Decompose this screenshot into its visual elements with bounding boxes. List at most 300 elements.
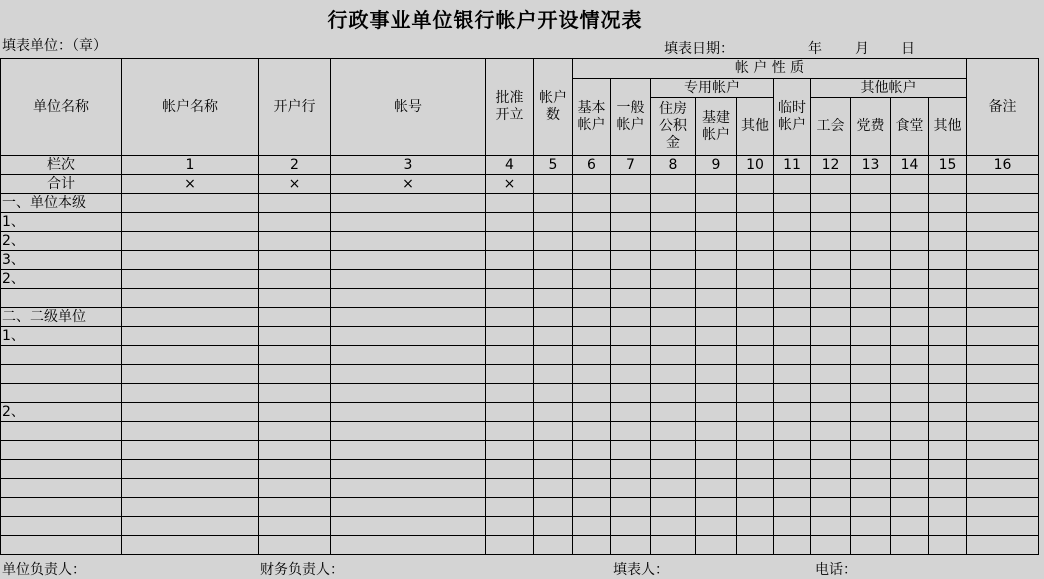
data-cell[interactable] xyxy=(611,384,651,403)
data-cell[interactable] xyxy=(331,403,486,422)
data-cell[interactable] xyxy=(774,403,811,422)
data-cell[interactable] xyxy=(811,232,851,251)
data-cell[interactable] xyxy=(534,536,573,555)
data-cell[interactable] xyxy=(851,327,891,346)
data-cell[interactable] xyxy=(573,422,611,441)
data-cell[interactable] xyxy=(811,346,851,365)
data-cell[interactable] xyxy=(534,422,573,441)
data-cell[interactable] xyxy=(573,213,611,232)
data-cell[interactable] xyxy=(774,536,811,555)
data-cell[interactable] xyxy=(611,498,651,517)
data-cell[interactable] xyxy=(651,194,696,213)
data-cell[interactable] xyxy=(122,441,259,460)
data-cell[interactable] xyxy=(259,327,331,346)
data-cell[interactable] xyxy=(534,232,573,251)
data-cell[interactable] xyxy=(651,403,696,422)
data-cell[interactable] xyxy=(851,422,891,441)
data-cell[interactable] xyxy=(534,479,573,498)
data-cell[interactable] xyxy=(611,365,651,384)
data-cell[interactable] xyxy=(696,441,737,460)
data-cell[interactable] xyxy=(774,479,811,498)
data-cell[interactable] xyxy=(696,308,737,327)
data-cell[interactable] xyxy=(929,232,967,251)
data-cell[interactable] xyxy=(929,270,967,289)
data-cell[interactable] xyxy=(737,270,774,289)
data-cell[interactable] xyxy=(651,422,696,441)
data-cell[interactable] xyxy=(696,327,737,346)
data-cell[interactable] xyxy=(534,403,573,422)
data-cell[interactable] xyxy=(696,289,737,308)
data-cell[interactable] xyxy=(967,289,1039,308)
data-cell[interactable] xyxy=(534,213,573,232)
data-cell[interactable] xyxy=(851,308,891,327)
data-cell[interactable] xyxy=(122,194,259,213)
data-cell[interactable] xyxy=(122,346,259,365)
row-label-cell[interactable] xyxy=(1,346,122,365)
data-cell[interactable] xyxy=(486,327,534,346)
data-cell[interactable] xyxy=(737,384,774,403)
data-cell[interactable] xyxy=(811,384,851,403)
data-cell[interactable] xyxy=(891,327,929,346)
data-cell[interactable] xyxy=(122,289,259,308)
data-cell[interactable] xyxy=(811,517,851,536)
data-cell[interactable] xyxy=(737,194,774,213)
data-cell[interactable] xyxy=(611,536,651,555)
data-cell[interactable] xyxy=(611,194,651,213)
data-cell[interactable] xyxy=(651,213,696,232)
data-cell[interactable] xyxy=(696,460,737,479)
data-cell[interactable] xyxy=(737,498,774,517)
data-cell[interactable] xyxy=(331,346,486,365)
data-cell[interactable] xyxy=(611,422,651,441)
row-label-cell[interactable] xyxy=(1,536,122,555)
data-cell[interactable] xyxy=(891,289,929,308)
data-cell[interactable] xyxy=(259,403,331,422)
data-cell[interactable] xyxy=(259,517,331,536)
data-cell[interactable] xyxy=(651,536,696,555)
row-label-cell[interactable]: 1、 xyxy=(1,213,122,232)
data-cell[interactable] xyxy=(696,232,737,251)
data-cell[interactable] xyxy=(122,384,259,403)
data-cell[interactable] xyxy=(811,251,851,270)
data-cell[interactable] xyxy=(774,270,811,289)
data-cell[interactable] xyxy=(891,251,929,270)
data-cell[interactable] xyxy=(891,384,929,403)
data-cell[interactable] xyxy=(573,384,611,403)
data-cell[interactable] xyxy=(737,441,774,460)
data-cell[interactable] xyxy=(331,289,486,308)
data-cell[interactable] xyxy=(851,460,891,479)
data-cell[interactable] xyxy=(651,479,696,498)
data-cell[interactable] xyxy=(891,213,929,232)
data-cell[interactable] xyxy=(851,270,891,289)
data-cell[interactable] xyxy=(967,422,1039,441)
data-cell[interactable] xyxy=(851,479,891,498)
data-cell[interactable] xyxy=(573,232,611,251)
data-cell[interactable] xyxy=(486,422,534,441)
data-cell[interactable] xyxy=(811,365,851,384)
data-cell[interactable] xyxy=(486,289,534,308)
data-cell[interactable] xyxy=(331,251,486,270)
data-cell[interactable] xyxy=(486,460,534,479)
data-cell[interactable] xyxy=(811,422,851,441)
data-cell[interactable] xyxy=(259,270,331,289)
data-cell[interactable] xyxy=(534,270,573,289)
data-cell[interactable] xyxy=(929,403,967,422)
data-cell[interactable] xyxy=(696,498,737,517)
data-cell[interactable] xyxy=(573,403,611,422)
data-cell[interactable] xyxy=(651,441,696,460)
data-cell[interactable] xyxy=(851,346,891,365)
data-cell[interactable] xyxy=(331,479,486,498)
data-cell[interactable] xyxy=(851,194,891,213)
data-cell[interactable] xyxy=(737,536,774,555)
data-cell[interactable] xyxy=(486,346,534,365)
data-cell[interactable] xyxy=(811,289,851,308)
data-cell[interactable] xyxy=(259,422,331,441)
data-cell[interactable] xyxy=(891,270,929,289)
data-cell[interactable] xyxy=(122,460,259,479)
data-cell[interactable] xyxy=(122,517,259,536)
data-cell[interactable] xyxy=(611,441,651,460)
data-cell[interactable] xyxy=(811,441,851,460)
data-cell[interactable] xyxy=(851,232,891,251)
data-cell[interactable] xyxy=(737,422,774,441)
data-cell[interactable] xyxy=(967,308,1039,327)
data-cell[interactable] xyxy=(737,479,774,498)
data-cell[interactable] xyxy=(331,308,486,327)
data-cell[interactable] xyxy=(573,251,611,270)
data-cell[interactable] xyxy=(811,460,851,479)
data-cell[interactable] xyxy=(486,479,534,498)
data-cell[interactable] xyxy=(774,460,811,479)
data-cell[interactable] xyxy=(737,327,774,346)
data-cell[interactable] xyxy=(811,536,851,555)
data-cell[interactable] xyxy=(651,517,696,536)
data-cell[interactable] xyxy=(534,498,573,517)
data-cell[interactable] xyxy=(611,346,651,365)
data-cell[interactable] xyxy=(534,365,573,384)
data-cell[interactable] xyxy=(259,346,331,365)
data-cell[interactable] xyxy=(259,232,331,251)
data-cell[interactable] xyxy=(534,308,573,327)
data-cell[interactable] xyxy=(774,365,811,384)
data-cell[interactable] xyxy=(696,479,737,498)
data-cell[interactable] xyxy=(891,441,929,460)
data-cell[interactable] xyxy=(851,384,891,403)
data-cell[interactable] xyxy=(122,232,259,251)
data-cell[interactable] xyxy=(851,403,891,422)
data-cell[interactable] xyxy=(259,460,331,479)
row-label-cell[interactable] xyxy=(1,479,122,498)
data-cell[interactable] xyxy=(573,327,611,346)
data-cell[interactable] xyxy=(122,536,259,555)
data-cell[interactable] xyxy=(967,498,1039,517)
data-cell[interactable] xyxy=(774,251,811,270)
data-cell[interactable] xyxy=(122,327,259,346)
data-cell[interactable] xyxy=(651,460,696,479)
data-cell[interactable] xyxy=(573,194,611,213)
data-cell[interactable] xyxy=(967,479,1039,498)
data-cell[interactable] xyxy=(651,327,696,346)
data-cell[interactable] xyxy=(259,536,331,555)
data-cell[interactable] xyxy=(929,308,967,327)
data-cell[interactable] xyxy=(331,460,486,479)
data-cell[interactable] xyxy=(737,365,774,384)
data-cell[interactable] xyxy=(534,251,573,270)
data-cell[interactable] xyxy=(259,479,331,498)
data-cell[interactable] xyxy=(774,346,811,365)
data-cell[interactable] xyxy=(651,346,696,365)
data-cell[interactable] xyxy=(967,441,1039,460)
data-cell[interactable] xyxy=(774,517,811,536)
data-cell[interactable] xyxy=(929,213,967,232)
data-cell[interactable] xyxy=(891,403,929,422)
data-cell[interactable] xyxy=(651,232,696,251)
data-cell[interactable] xyxy=(486,270,534,289)
data-cell[interactable] xyxy=(696,517,737,536)
data-cell[interactable] xyxy=(696,536,737,555)
data-cell[interactable] xyxy=(534,517,573,536)
data-cell[interactable] xyxy=(696,251,737,270)
data-cell[interactable] xyxy=(122,422,259,441)
data-cell[interactable] xyxy=(967,194,1039,213)
row-label-cell[interactable] xyxy=(1,422,122,441)
data-cell[interactable] xyxy=(891,346,929,365)
data-cell[interactable] xyxy=(774,308,811,327)
row-label-cell[interactable]: 2、 xyxy=(1,270,122,289)
data-cell[interactable] xyxy=(651,498,696,517)
data-cell[interactable] xyxy=(696,365,737,384)
data-cell[interactable] xyxy=(774,422,811,441)
data-cell[interactable] xyxy=(259,308,331,327)
data-cell[interactable] xyxy=(611,289,651,308)
data-cell[interactable] xyxy=(696,270,737,289)
data-cell[interactable] xyxy=(967,327,1039,346)
data-cell[interactable] xyxy=(929,346,967,365)
data-cell[interactable] xyxy=(486,403,534,422)
data-cell[interactable] xyxy=(331,365,486,384)
data-cell[interactable] xyxy=(122,498,259,517)
data-cell[interactable] xyxy=(851,289,891,308)
data-cell[interactable] xyxy=(486,308,534,327)
data-cell[interactable] xyxy=(891,536,929,555)
data-cell[interactable] xyxy=(331,498,486,517)
data-cell[interactable] xyxy=(737,346,774,365)
row-label-cell[interactable] xyxy=(1,460,122,479)
data-cell[interactable] xyxy=(573,536,611,555)
data-cell[interactable] xyxy=(651,270,696,289)
data-cell[interactable] xyxy=(851,517,891,536)
data-cell[interactable] xyxy=(331,441,486,460)
data-cell[interactable] xyxy=(611,232,651,251)
data-cell[interactable] xyxy=(534,194,573,213)
row-label-cell[interactable]: 3、 xyxy=(1,251,122,270)
data-cell[interactable] xyxy=(851,365,891,384)
data-cell[interactable] xyxy=(967,213,1039,232)
data-cell[interactable] xyxy=(929,422,967,441)
data-cell[interactable] xyxy=(811,270,851,289)
data-cell[interactable] xyxy=(774,232,811,251)
row-label-cell[interactable]: 二、二级单位 xyxy=(1,308,122,327)
data-cell[interactable] xyxy=(486,194,534,213)
data-cell[interactable] xyxy=(331,194,486,213)
data-cell[interactable] xyxy=(259,498,331,517)
data-cell[interactable] xyxy=(573,517,611,536)
row-label-cell[interactable] xyxy=(1,517,122,536)
data-cell[interactable] xyxy=(774,289,811,308)
data-cell[interactable] xyxy=(929,460,967,479)
data-cell[interactable] xyxy=(573,365,611,384)
data-cell[interactable] xyxy=(811,403,851,422)
data-cell[interactable] xyxy=(811,308,851,327)
data-cell[interactable] xyxy=(891,365,929,384)
data-cell[interactable] xyxy=(259,441,331,460)
row-label-cell[interactable] xyxy=(1,289,122,308)
data-cell[interactable] xyxy=(331,232,486,251)
data-cell[interactable] xyxy=(737,308,774,327)
row-label-cell[interactable]: 2、 xyxy=(1,403,122,422)
data-cell[interactable] xyxy=(651,251,696,270)
data-cell[interactable] xyxy=(122,365,259,384)
data-cell[interactable] xyxy=(737,289,774,308)
data-cell[interactable] xyxy=(967,460,1039,479)
data-cell[interactable] xyxy=(486,365,534,384)
data-cell[interactable] xyxy=(651,384,696,403)
data-cell[interactable] xyxy=(811,213,851,232)
row-label-cell[interactable]: 一、单位本级 xyxy=(1,194,122,213)
data-cell[interactable] xyxy=(259,213,331,232)
data-cell[interactable] xyxy=(486,213,534,232)
data-cell[interactable] xyxy=(774,384,811,403)
data-cell[interactable] xyxy=(929,327,967,346)
data-cell[interactable] xyxy=(967,517,1039,536)
data-cell[interactable] xyxy=(737,232,774,251)
data-cell[interactable] xyxy=(122,270,259,289)
data-cell[interactable] xyxy=(696,384,737,403)
data-cell[interactable] xyxy=(259,251,331,270)
data-cell[interactable] xyxy=(967,536,1039,555)
data-cell[interactable] xyxy=(737,403,774,422)
data-cell[interactable] xyxy=(573,308,611,327)
data-cell[interactable] xyxy=(259,384,331,403)
row-label-cell[interactable] xyxy=(1,384,122,403)
data-cell[interactable] xyxy=(851,536,891,555)
data-cell[interactable] xyxy=(331,327,486,346)
data-cell[interactable] xyxy=(929,384,967,403)
data-cell[interactable] xyxy=(774,194,811,213)
data-cell[interactable] xyxy=(534,327,573,346)
row-label-cell[interactable]: 1、 xyxy=(1,327,122,346)
data-cell[interactable] xyxy=(331,270,486,289)
row-label-cell[interactable] xyxy=(1,441,122,460)
data-cell[interactable] xyxy=(122,213,259,232)
data-cell[interactable] xyxy=(534,460,573,479)
data-cell[interactable] xyxy=(891,479,929,498)
data-cell[interactable] xyxy=(573,479,611,498)
data-cell[interactable] xyxy=(331,517,486,536)
data-cell[interactable] xyxy=(259,289,331,308)
data-cell[interactable] xyxy=(967,384,1039,403)
data-cell[interactable] xyxy=(486,498,534,517)
data-cell[interactable] xyxy=(534,289,573,308)
data-cell[interactable] xyxy=(696,346,737,365)
row-label-cell[interactable]: 2、 xyxy=(1,232,122,251)
data-cell[interactable] xyxy=(929,251,967,270)
data-cell[interactable] xyxy=(967,403,1039,422)
data-cell[interactable] xyxy=(611,403,651,422)
data-cell[interactable] xyxy=(534,441,573,460)
data-cell[interactable] xyxy=(851,441,891,460)
data-cell[interactable] xyxy=(774,441,811,460)
data-cell[interactable] xyxy=(611,213,651,232)
data-cell[interactable] xyxy=(851,251,891,270)
data-cell[interactable] xyxy=(486,441,534,460)
data-cell[interactable] xyxy=(967,270,1039,289)
data-cell[interactable] xyxy=(331,536,486,555)
data-cell[interactable] xyxy=(331,213,486,232)
data-cell[interactable] xyxy=(967,365,1039,384)
data-cell[interactable] xyxy=(534,346,573,365)
data-cell[interactable] xyxy=(891,460,929,479)
data-cell[interactable] xyxy=(611,479,651,498)
data-cell[interactable] xyxy=(811,194,851,213)
data-cell[interactable] xyxy=(891,194,929,213)
data-cell[interactable] xyxy=(929,365,967,384)
data-cell[interactable] xyxy=(774,213,811,232)
data-cell[interactable] xyxy=(331,384,486,403)
data-cell[interactable] xyxy=(611,517,651,536)
data-cell[interactable] xyxy=(651,365,696,384)
data-cell[interactable] xyxy=(967,251,1039,270)
data-cell[interactable] xyxy=(611,327,651,346)
data-cell[interactable] xyxy=(573,289,611,308)
data-cell[interactable] xyxy=(696,213,737,232)
data-cell[interactable] xyxy=(534,384,573,403)
data-cell[interactable] xyxy=(967,232,1039,251)
data-cell[interactable] xyxy=(486,517,534,536)
data-cell[interactable] xyxy=(573,270,611,289)
data-cell[interactable] xyxy=(967,346,1039,365)
data-cell[interactable] xyxy=(851,498,891,517)
data-cell[interactable] xyxy=(851,213,891,232)
data-cell[interactable] xyxy=(611,460,651,479)
data-cell[interactable] xyxy=(122,251,259,270)
data-cell[interactable] xyxy=(122,403,259,422)
data-cell[interactable] xyxy=(611,270,651,289)
data-cell[interactable] xyxy=(774,498,811,517)
row-label-cell[interactable] xyxy=(1,498,122,517)
data-cell[interactable] xyxy=(122,308,259,327)
data-cell[interactable] xyxy=(811,327,851,346)
data-cell[interactable] xyxy=(651,308,696,327)
data-cell[interactable] xyxy=(929,536,967,555)
data-cell[interactable] xyxy=(486,384,534,403)
data-cell[interactable] xyxy=(696,403,737,422)
data-cell[interactable] xyxy=(259,365,331,384)
data-cell[interactable] xyxy=(573,441,611,460)
data-cell[interactable] xyxy=(259,194,331,213)
data-cell[interactable] xyxy=(611,251,651,270)
data-cell[interactable] xyxy=(486,251,534,270)
data-cell[interactable] xyxy=(774,327,811,346)
data-cell[interactable] xyxy=(929,498,967,517)
data-cell[interactable] xyxy=(929,517,967,536)
data-cell[interactable] xyxy=(891,232,929,251)
data-cell[interactable] xyxy=(929,441,967,460)
data-cell[interactable] xyxy=(737,517,774,536)
data-cell[interactable] xyxy=(331,422,486,441)
